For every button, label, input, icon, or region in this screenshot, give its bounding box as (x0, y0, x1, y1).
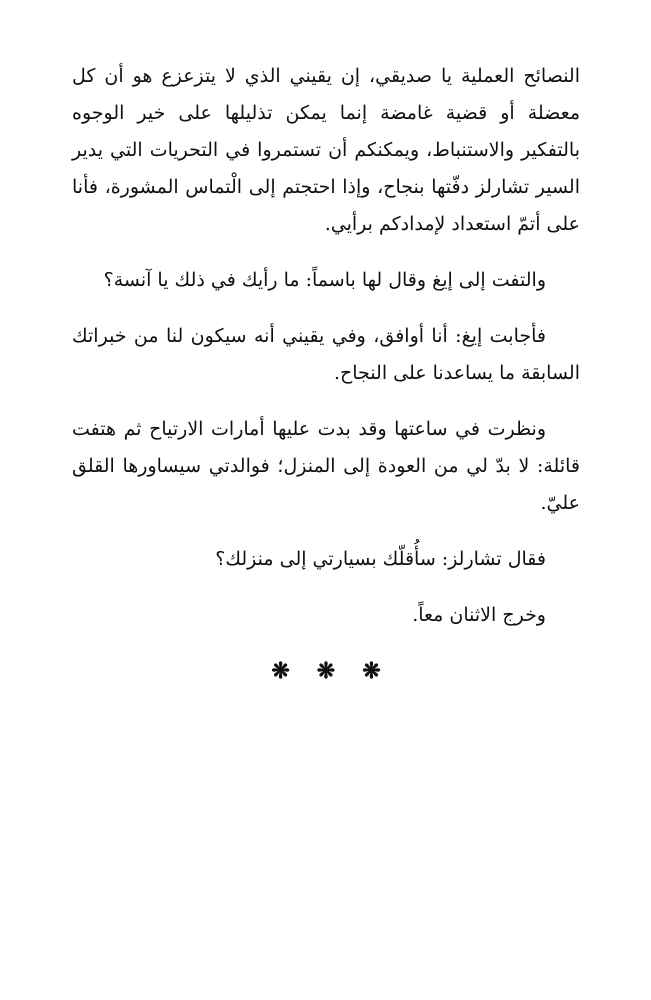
paragraph-6: وخرج الاثنان معاً. (412, 604, 546, 626)
paragraph-5: فقال تشارلز: سأُقلّك بسيارتي إلى منزلك؟ (215, 548, 546, 570)
paragraph-4: ونظرت في ساعتها وقد بدت عليها أمارات الارتياح ثم هتفت قائلة: لا بدّ لي من العودة إلى المنزل؛ فوالدتي سيساورها القلق عليّ. (72, 418, 580, 514)
separator-star: ❋ (362, 658, 381, 684)
paragraph-2: والتفت إلى إيغ وقال لها باسماً: ما رأيك في ذلك يا آنسة؟ (103, 269, 546, 291)
paragraph-1: النصائح العملية يا صديقي، إن يقيني الذي لا يتزعزع هو أن كل معضلة أو قضية غامضة إنما يمكن تذليلها على خير الوجوه بالتفكير والاستنباط، ويمكنكم أن تستمروا في التحريات التي يدير السير تشارلز دفّتها بنجاح، وإذا احتجتم إلى الْتماس المشورة، فأنا على أتمّ استعداد لإمدادكم برأيي. (72, 65, 580, 235)
book-page (72, 58, 580, 690)
separator-star: ❋ (271, 658, 290, 684)
separator-star: ❋ (316, 658, 336, 684)
paragraph-3: فأجابت إيغ: أنا أوافق، وفي يقيني أنه سيكون لنا من خبراتك السابقة ما يساعدنا على النجاح. (72, 325, 580, 384)
section-separator (72, 653, 580, 690)
